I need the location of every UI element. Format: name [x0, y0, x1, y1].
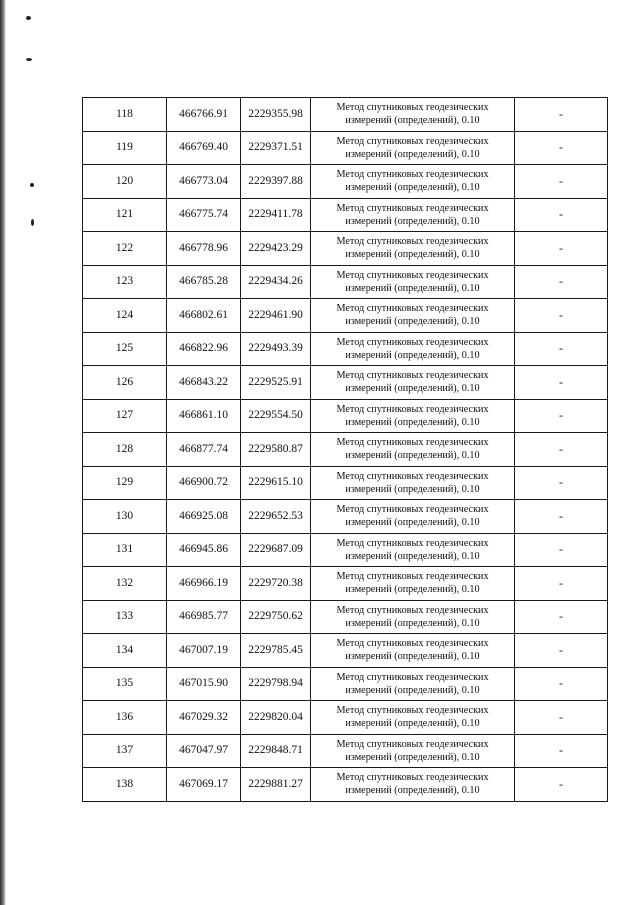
point-number-cell: 130	[83, 500, 167, 534]
method-line-2: измерений (определений), 0.10	[345, 550, 480, 562]
method-line-1: Метод спутниковых геодезических	[336, 638, 489, 650]
extra-cell: -	[515, 433, 608, 467]
x-coordinate-cell: 466861.10	[167, 399, 241, 433]
method-line-2: измерений (определений), 0.10	[345, 182, 480, 194]
extra-cell: -	[515, 734, 608, 768]
table-row	[83, 165, 608, 199]
method-cell	[311, 299, 515, 333]
method-line-2: измерений (определений), 0.10	[345, 148, 480, 160]
method-line-1: Метод спутниковых геодезических	[336, 437, 489, 449]
x-coordinate-cell: 466877.74	[167, 433, 241, 467]
method-line-2: измерений (определений), 0.10	[345, 584, 480, 596]
point-number-cell: 127	[83, 399, 167, 433]
extra-cell: -	[515, 667, 608, 701]
table-row	[83, 701, 608, 735]
extra-cell: -	[515, 98, 608, 132]
y-coordinate-cell: 2229554.50	[241, 399, 311, 433]
method-line-1: Метод спутниковых геодезических	[336, 571, 489, 583]
method-line-1: Метод спутниковых геодезических	[336, 772, 489, 784]
table-row	[83, 299, 608, 333]
y-coordinate-cell: 2229820.04	[241, 701, 311, 735]
x-coordinate-cell: 466766.91	[167, 98, 241, 132]
scan-speck	[31, 219, 34, 226]
extra-cell: -	[515, 466, 608, 500]
y-coordinate-cell: 2229397.88	[241, 165, 311, 199]
method-line-1: Метод спутниковых геодезических	[336, 671, 489, 683]
extra-cell: -	[515, 198, 608, 232]
y-coordinate-cell: 2229411.78	[241, 198, 311, 232]
x-coordinate-cell: 466966.19	[167, 567, 241, 601]
table-row	[83, 366, 608, 400]
y-coordinate-cell: 2229423.29	[241, 232, 311, 266]
method-line-2: измерений (определений), 0.10	[345, 282, 480, 294]
method-line-2: измерений (определений), 0.10	[345, 249, 480, 261]
extra-cell: -	[515, 399, 608, 433]
point-number-cell: 129	[83, 466, 167, 500]
table-row	[83, 198, 608, 232]
method-cell	[311, 500, 515, 534]
method-line-2: измерений (определений), 0.10	[345, 450, 480, 462]
method-line-2: измерений (определений), 0.10	[345, 383, 480, 395]
method-line-1: Метод спутниковых геодезических	[336, 738, 489, 750]
method-line-2: измерений (определений), 0.10	[345, 684, 480, 696]
x-coordinate-cell: 466925.08	[167, 500, 241, 534]
extra-cell: -	[515, 265, 608, 299]
y-coordinate-cell: 2229720.38	[241, 567, 311, 601]
x-coordinate-cell: 466900.72	[167, 466, 241, 500]
scan-speck	[26, 58, 32, 61]
method-cell	[311, 567, 515, 601]
coordinates-table	[82, 97, 608, 802]
method-line-1: Метод спутниковых геодезических	[336, 470, 489, 482]
method-cell	[311, 533, 515, 567]
extra-cell: -	[515, 500, 608, 534]
point-number-cell: 137	[83, 734, 167, 768]
method-cell	[311, 399, 515, 433]
point-number-cell: 123	[83, 265, 167, 299]
method-line-2: измерений (определений), 0.10	[345, 718, 480, 730]
method-cell	[311, 433, 515, 467]
point-number-cell: 131	[83, 533, 167, 567]
method-cell	[311, 232, 515, 266]
extra-cell: -	[515, 701, 608, 735]
method-line-1: Метод спутниковых геодезических	[336, 269, 489, 281]
point-number-cell: 134	[83, 634, 167, 668]
method-line-2: измерений (определений), 0.10	[345, 215, 480, 227]
y-coordinate-cell: 2229798.94	[241, 667, 311, 701]
method-line-1: Метод спутниковых геодезических	[336, 403, 489, 415]
extra-cell: -	[515, 768, 608, 802]
y-coordinate-cell: 2229848.71	[241, 734, 311, 768]
scan-speck	[26, 16, 31, 20]
y-coordinate-cell: 2229525.91	[241, 366, 311, 400]
point-number-cell: 120	[83, 165, 167, 199]
table-row	[83, 667, 608, 701]
point-number-cell: 136	[83, 701, 167, 735]
extra-cell: -	[515, 567, 608, 601]
table-row	[83, 332, 608, 366]
method-line-1: Метод спутниковых геодезических	[336, 303, 489, 315]
method-line-1: Метод спутниковых геодезических	[336, 336, 489, 348]
point-number-cell: 132	[83, 567, 167, 601]
extra-cell: -	[515, 332, 608, 366]
extra-cell: -	[515, 165, 608, 199]
extra-cell: -	[515, 533, 608, 567]
method-cell	[311, 734, 515, 768]
table-row	[83, 500, 608, 534]
point-number-cell: 138	[83, 768, 167, 802]
method-line-1: Метод спутниковых геодезических	[336, 202, 489, 214]
method-cell	[311, 366, 515, 400]
x-coordinate-cell: 466778.96	[167, 232, 241, 266]
x-coordinate-cell: 467047.97	[167, 734, 241, 768]
extra-cell: -	[515, 366, 608, 400]
y-coordinate-cell: 2229461.90	[241, 299, 311, 333]
method-cell	[311, 600, 515, 634]
extra-cell: -	[515, 600, 608, 634]
y-coordinate-cell: 2229750.62	[241, 600, 311, 634]
x-coordinate-cell: 467029.32	[167, 701, 241, 735]
method-cell	[311, 265, 515, 299]
x-coordinate-cell: 466785.28	[167, 265, 241, 299]
method-cell	[311, 98, 515, 132]
point-number-cell: 121	[83, 198, 167, 232]
table-row	[83, 399, 608, 433]
point-number-cell: 122	[83, 232, 167, 266]
table-row	[83, 433, 608, 467]
x-coordinate-cell: 466802.61	[167, 299, 241, 333]
method-cell	[311, 667, 515, 701]
table-row	[83, 533, 608, 567]
table-row	[83, 567, 608, 601]
method-line-1: Метод спутниковых геодезических	[336, 370, 489, 382]
point-number-cell: 128	[83, 433, 167, 467]
x-coordinate-cell: 466773.04	[167, 165, 241, 199]
y-coordinate-cell: 2229652.53	[241, 500, 311, 534]
method-line-1: Метод спутниковых геодезических	[336, 102, 489, 114]
point-number-cell: 133	[83, 600, 167, 634]
point-number-cell: 119	[83, 131, 167, 165]
x-coordinate-cell: 467007.19	[167, 634, 241, 668]
method-line-1: Метод спутниковых геодезических	[336, 236, 489, 248]
method-cell	[311, 466, 515, 500]
coordinates-table-body	[83, 98, 608, 802]
method-line-1: Метод спутниковых геодезических	[336, 504, 489, 516]
table-row	[83, 98, 608, 132]
table-row	[83, 265, 608, 299]
method-line-1: Метод спутниковых геодезических	[336, 169, 489, 181]
method-line-2: измерений (определений), 0.10	[345, 785, 480, 797]
x-coordinate-cell: 467015.90	[167, 667, 241, 701]
point-number-cell: 126	[83, 366, 167, 400]
y-coordinate-cell: 2229785.45	[241, 634, 311, 668]
method-line-2: измерений (определений), 0.10	[345, 517, 480, 529]
x-coordinate-cell: 466822.96	[167, 332, 241, 366]
point-number-cell: 118	[83, 98, 167, 132]
method-cell	[311, 332, 515, 366]
x-coordinate-cell: 466769.40	[167, 131, 241, 165]
x-coordinate-cell: 466945.86	[167, 533, 241, 567]
y-coordinate-cell: 2229493.39	[241, 332, 311, 366]
extra-cell: -	[515, 634, 608, 668]
table-row	[83, 232, 608, 266]
method-line-1: Метод спутниковых геодезических	[336, 604, 489, 616]
y-coordinate-cell: 2229355.98	[241, 98, 311, 132]
method-line-2: измерений (определений), 0.10	[345, 349, 480, 361]
x-coordinate-cell: 467069.17	[167, 768, 241, 802]
table-row	[83, 131, 608, 165]
scan-speck	[30, 183, 34, 187]
extra-cell: -	[515, 232, 608, 266]
point-number-cell: 124	[83, 299, 167, 333]
scan-left-edge	[0, 0, 6, 905]
x-coordinate-cell: 466843.22	[167, 366, 241, 400]
y-coordinate-cell: 2229580.87	[241, 433, 311, 467]
y-coordinate-cell: 2229434.26	[241, 265, 311, 299]
table-row	[83, 768, 608, 802]
point-number-cell: 125	[83, 332, 167, 366]
method-line-2: измерений (определений), 0.10	[345, 651, 480, 663]
table-row	[83, 734, 608, 768]
table-row	[83, 634, 608, 668]
x-coordinate-cell: 466775.74	[167, 198, 241, 232]
method-line-2: измерений (определений), 0.10	[345, 316, 480, 328]
method-line-2: измерений (определений), 0.10	[345, 416, 480, 428]
table-row	[83, 466, 608, 500]
y-coordinate-cell: 2229615.10	[241, 466, 311, 500]
method-line-2: измерений (определений), 0.10	[345, 617, 480, 629]
y-coordinate-cell: 2229371.51	[241, 131, 311, 165]
table-row	[83, 600, 608, 634]
method-cell	[311, 634, 515, 668]
x-coordinate-cell: 466985.77	[167, 600, 241, 634]
method-line-1: Метод спутниковых геодезических	[336, 537, 489, 549]
extra-cell: -	[515, 299, 608, 333]
y-coordinate-cell: 2229881.27	[241, 768, 311, 802]
method-cell	[311, 768, 515, 802]
method-line-2: измерений (определений), 0.10	[345, 751, 480, 763]
extra-cell: -	[515, 131, 608, 165]
method-line-1: Метод спутниковых геодезических	[336, 705, 489, 717]
method-line-1: Метод спутниковых геодезических	[336, 135, 489, 147]
point-number-cell: 135	[83, 667, 167, 701]
method-cell	[311, 131, 515, 165]
method-line-2: измерений (определений), 0.10	[345, 115, 480, 127]
method-line-2: измерений (определений), 0.10	[345, 483, 480, 495]
method-cell	[311, 165, 515, 199]
method-cell	[311, 198, 515, 232]
y-coordinate-cell: 2229687.09	[241, 533, 311, 567]
method-cell	[311, 701, 515, 735]
